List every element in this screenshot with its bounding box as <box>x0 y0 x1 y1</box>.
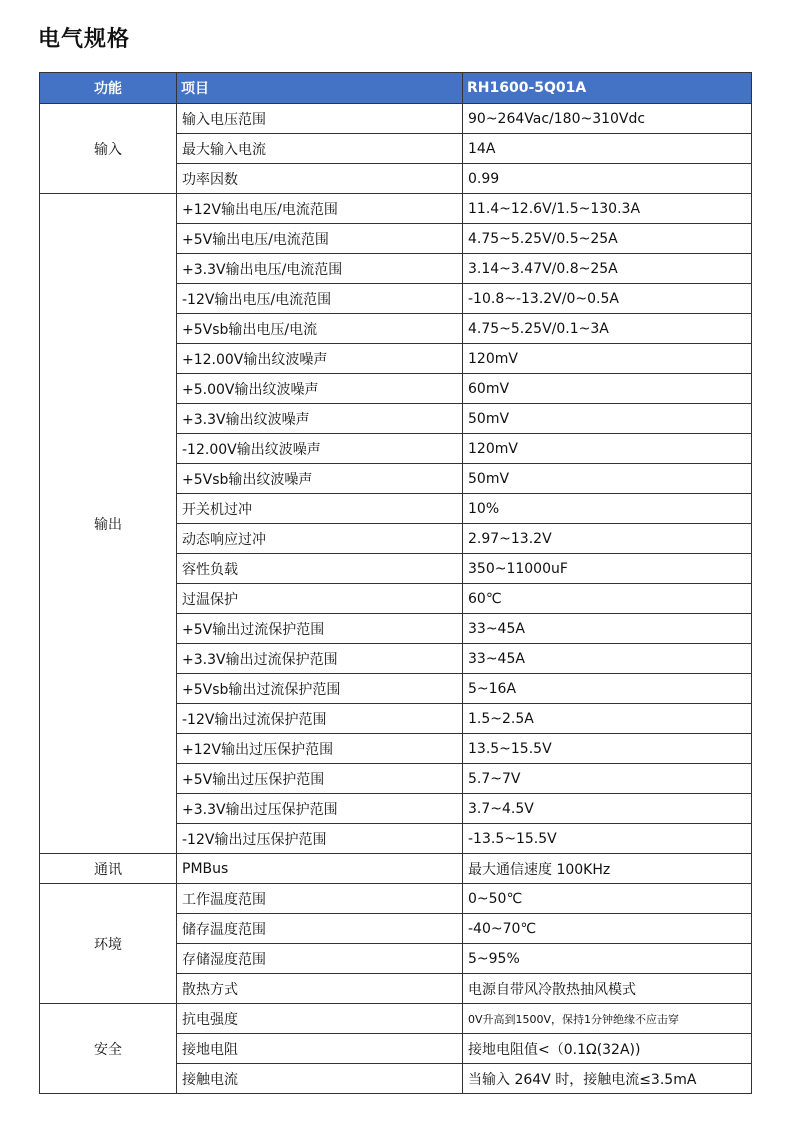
item-cell: 存储湿度范围 <box>177 944 463 974</box>
item-cell: 容性负载 <box>177 554 463 584</box>
item-cell: 抗电强度 <box>177 1004 463 1034</box>
value-cell: 3.7~4.5V <box>463 794 752 824</box>
item-cell: +12V输出过压保护范围 <box>177 734 463 764</box>
function-group-cell: 安全 <box>40 1004 177 1094</box>
value-cell: 0~50℃ <box>463 884 752 914</box>
item-cell: +3.3V输出过流保护范围 <box>177 644 463 674</box>
item-cell: 最大输入电流 <box>177 134 463 164</box>
item-cell: +3.3V输出电压/电流范围 <box>177 254 463 284</box>
function-group-cell: 输入 <box>40 104 177 194</box>
item-cell: +5V输出过压保护范围 <box>177 764 463 794</box>
item-cell: PMBus <box>177 854 463 884</box>
header-item: 项目 <box>177 73 463 104</box>
value-cell: 120mV <box>463 434 752 464</box>
table-header-row <box>40 73 752 104</box>
value-cell: 1.5~2.5A <box>463 704 752 734</box>
item-cell: 输入电压范围 <box>177 104 463 134</box>
value-cell: 4.75~5.25V/0.1~3A <box>463 314 752 344</box>
item-cell: 储存温度范围 <box>177 914 463 944</box>
value-cell: 电源自带风冷散热抽风模式 <box>463 974 752 1004</box>
item-cell: 过温保护 <box>177 584 463 614</box>
value-cell: 350~11000uF <box>463 554 752 584</box>
item-cell: 功率因数 <box>177 164 463 194</box>
value-cell: 13.5~15.5V <box>463 734 752 764</box>
item-cell: -12.00V输出纹波噪声 <box>177 434 463 464</box>
page-title: 电气规格 <box>38 27 131 52</box>
item-cell: +3.3V输出过压保护范围 <box>177 794 463 824</box>
item-cell: 开关机过冲 <box>177 494 463 524</box>
item-cell: -12V输出过流保护范围 <box>177 704 463 734</box>
value-cell: 接地电阻值<（0.1Ω(32A)) <box>463 1034 752 1064</box>
item-cell: +3.3V输出纹波噪声 <box>177 404 463 434</box>
item-cell: 散热方式 <box>177 974 463 1004</box>
value-cell: -13.5~15.5V <box>463 824 752 854</box>
spec-table <box>39 72 752 1094</box>
item-cell: +5Vsb输出电压/电流 <box>177 314 463 344</box>
value-cell: 33~45A <box>463 644 752 674</box>
table-row <box>40 194 752 224</box>
value-cell: 4.75~5.25V/0.5~25A <box>463 224 752 254</box>
value-cell: -10.8~-13.2V/0~0.5A <box>463 284 752 314</box>
value-cell: 120mV <box>463 344 752 374</box>
value-cell: 当输入 264V 时，接触电流≤3.5mA <box>463 1064 752 1094</box>
value-cell: 5~95% <box>463 944 752 974</box>
spec-table-body <box>40 104 752 1094</box>
item-cell: -12V输出电压/电流范围 <box>177 284 463 314</box>
value-cell: 14A <box>463 134 752 164</box>
item-cell: +5Vsb输出纹波噪声 <box>177 464 463 494</box>
function-group-cell: 输出 <box>40 194 177 854</box>
header-function: 功能 <box>40 73 177 104</box>
item-cell: +5Vsb输出过流保护范围 <box>177 674 463 704</box>
item-cell: 工作温度范围 <box>177 884 463 914</box>
value-cell: 60℃ <box>463 584 752 614</box>
value-cell: 5.7~7V <box>463 764 752 794</box>
header-model: RH1600-5Q01A <box>463 73 752 104</box>
item-cell: 动态响应过冲 <box>177 524 463 554</box>
value-cell: 50mV <box>463 464 752 494</box>
value-cell: 10% <box>463 494 752 524</box>
item-cell: +5V输出过流保护范围 <box>177 614 463 644</box>
value-cell: -40~70℃ <box>463 914 752 944</box>
value-cell: 3.14~3.47V/0.8~25A <box>463 254 752 284</box>
function-group-cell: 环境 <box>40 884 177 1004</box>
table-row <box>40 884 752 914</box>
function-group-cell: 通讯 <box>40 854 177 884</box>
table-row <box>40 1004 752 1034</box>
item-cell: +5V输出电压/电流范围 <box>177 224 463 254</box>
item-cell: -12V输出过压保护范围 <box>177 824 463 854</box>
value-cell: 33~45A <box>463 614 752 644</box>
item-cell: +12.00V输出纹波噪声 <box>177 344 463 374</box>
value-cell: 11.4~12.6V/1.5~130.3A <box>463 194 752 224</box>
item-cell: +5.00V输出纹波噪声 <box>177 374 463 404</box>
value-cell: 50mV <box>463 404 752 434</box>
value-cell: 0V升高到1500V，保持1分钟绝缘不应击穿 <box>463 1004 752 1034</box>
value-cell: 90~264Vac/180~310Vdc <box>463 104 752 134</box>
item-cell: +12V输出电压/电流范围 <box>177 194 463 224</box>
value-cell: 最大通信速度 100KHz <box>463 854 752 884</box>
value-cell: 0.99 <box>463 164 752 194</box>
item-cell: 接触电流 <box>177 1064 463 1094</box>
value-cell: 5~16A <box>463 674 752 704</box>
table-row <box>40 854 752 884</box>
table-row <box>40 104 752 134</box>
value-cell: 2.97~13.2V <box>463 524 752 554</box>
item-cell: 接地电阻 <box>177 1034 463 1064</box>
value-cell: 60mV <box>463 374 752 404</box>
